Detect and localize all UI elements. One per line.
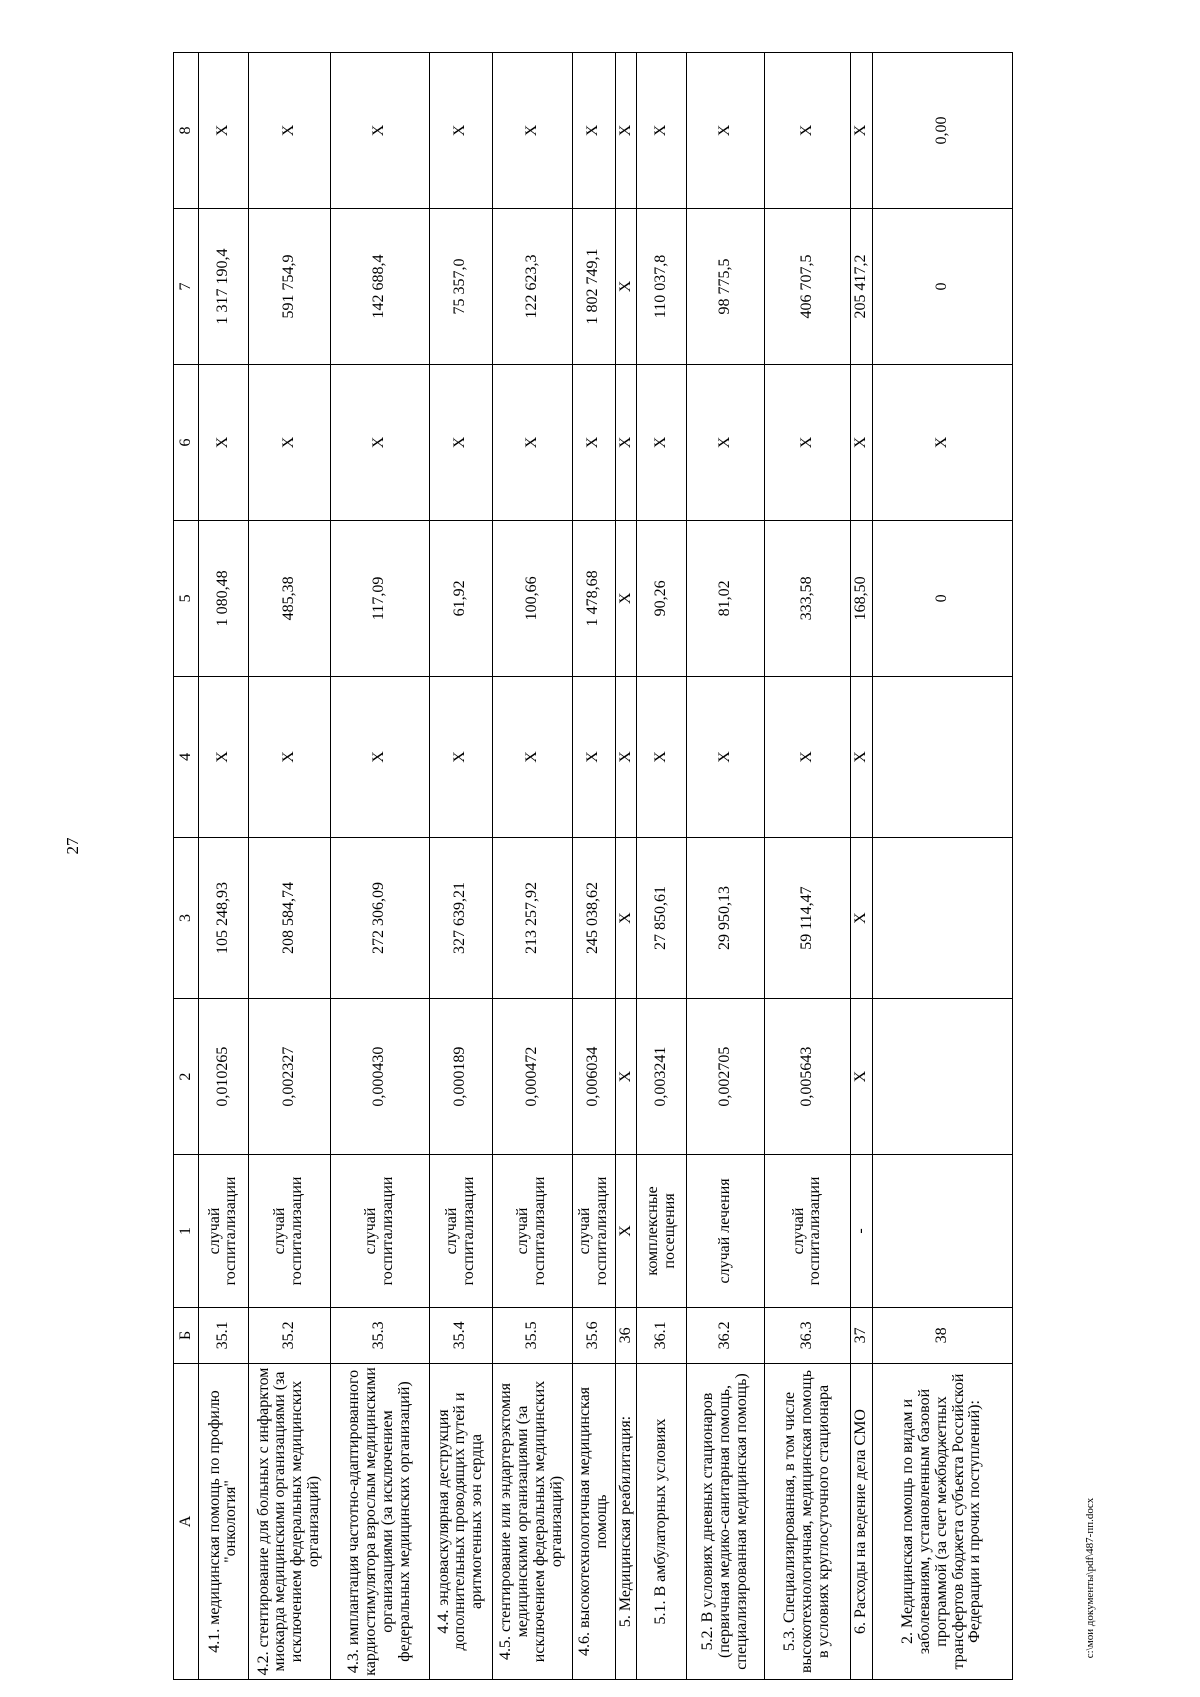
table-cell: 35.5 — [492, 1307, 572, 1363]
table-cell: 0,003241 — [637, 999, 687, 1155]
table-cell: Х — [330, 364, 429, 520]
footer-file-path: c:\мои документы\pdf\487-пп.docx — [1084, 1497, 1096, 1659]
table-cell: 4.3. имплантация частотно-адаптированного кардиостимулятора взрослым медицинскими организациями (за исключением федеральных медицинских организаций) — [330, 1363, 429, 1679]
table-row — [572, 53, 615, 1680]
table-row — [199, 53, 249, 1680]
data-table — [173, 52, 1013, 1680]
column-header: Б — [174, 1307, 199, 1363]
column-header: 8 — [174, 53, 199, 209]
table-cell: Х — [572, 53, 615, 209]
table-cell: Х — [637, 364, 687, 520]
table-cell: 29 950,13 — [686, 837, 764, 998]
column-header: 5 — [174, 520, 199, 676]
table-row — [430, 53, 493, 1680]
table-cell: 327 639,21 — [430, 837, 493, 998]
table-body — [199, 53, 1013, 1680]
table-cell: 0,000189 — [430, 999, 493, 1155]
table-cell: Х — [615, 209, 637, 365]
table-cell: Х — [615, 364, 637, 520]
table-cell: случай госпитализации — [572, 1155, 615, 1308]
table-cell: 485,38 — [248, 520, 330, 676]
table-cell: 591 754,9 — [248, 209, 330, 365]
table-cell: 272 306,09 — [330, 837, 429, 998]
table-cell: Х — [872, 364, 1012, 520]
table-cell: Х — [492, 676, 572, 837]
table-cell: комплексные посещения — [637, 1155, 687, 1308]
table-cell: 0,005643 — [764, 999, 850, 1155]
column-header: 3 — [174, 837, 199, 998]
table-cell: 61,92 — [430, 520, 493, 676]
table-cell: 6. Расходы на ведение дела СМО — [850, 1363, 872, 1679]
table-cell: 142 688,4 — [330, 209, 429, 365]
table-cell: 59 114,47 — [764, 837, 850, 998]
table-cell: - — [850, 1155, 872, 1308]
table-cell: 75 357,0 — [430, 209, 493, 365]
table-cell: 406 707,5 — [764, 209, 850, 365]
table-cell: 37 — [850, 1307, 872, 1363]
table-cell: случай госпитализации — [330, 1155, 429, 1308]
table-cell: 36 — [615, 1307, 637, 1363]
table-cell: 205 417,2 — [850, 209, 872, 365]
table-cell: случай госпитализации — [492, 1155, 572, 1308]
table-cell: 1 317 190,4 — [199, 209, 249, 365]
table-cell: Х — [572, 364, 615, 520]
table-cell: Х — [430, 53, 493, 209]
table-cell: Х — [615, 837, 637, 998]
table-cell: Х — [850, 676, 872, 837]
table-cell: 35.6 — [572, 1307, 615, 1363]
table-cell — [872, 676, 1012, 837]
table-cell: 0 — [872, 520, 1012, 676]
table-cell: Х — [199, 53, 249, 209]
table-cell: 208 584,74 — [248, 837, 330, 998]
table-cell: Х — [686, 676, 764, 837]
column-header: 2 — [174, 999, 199, 1155]
column-header: 1 — [174, 1155, 199, 1308]
table-cell: случай госпитализации — [248, 1155, 330, 1308]
table-row — [872, 53, 1012, 1680]
table-cell: Х — [615, 999, 637, 1155]
table-cell: Х — [615, 676, 637, 837]
table-cell: Х — [248, 53, 330, 209]
table-cell: 168,50 — [850, 520, 872, 676]
table-cell: Х — [330, 53, 429, 209]
column-header: 4 — [174, 676, 199, 837]
table-cell: Х — [615, 1155, 637, 1308]
table-cell: Х — [430, 364, 493, 520]
table-cell: 0,000472 — [492, 999, 572, 1155]
table-cell: 333,58 — [764, 520, 850, 676]
table-cell: 1 802 749,1 — [572, 209, 615, 365]
table-cell: Х — [248, 676, 330, 837]
table-cell: 4.5. стентирование или эндартерэктомия медицинскими организациями (за исключением федеральных медицинских организаций) — [492, 1363, 572, 1679]
header-row — [174, 53, 199, 1680]
table-cell: Х — [615, 53, 637, 209]
table-row — [248, 53, 330, 1680]
table-cell: Х — [686, 53, 764, 209]
rotated-table-container — [173, 52, 1013, 1680]
table-cell: 0 — [872, 209, 1012, 365]
table-cell: случай лечения — [686, 1155, 764, 1308]
table-cell: Х — [850, 364, 872, 520]
table-cell: 5.1. В амбулаторных условиях — [637, 1363, 687, 1679]
table-cell: 4.4. эндоваскулярная деструкция дополнительных проводящих путей и аритмогенных зон сердца — [430, 1363, 493, 1679]
table-cell: Х — [637, 53, 687, 209]
table-cell: 100,66 — [492, 520, 572, 676]
table-cell: Х — [764, 364, 850, 520]
table-row — [637, 53, 687, 1680]
table-cell: Х — [764, 676, 850, 837]
table-cell: 4.2. стентирование для больных с инфарктом миокарда медицинскими организациями (за исключением федеральных медицинских организаций) — [248, 1363, 330, 1679]
column-header: 7 — [174, 209, 199, 365]
table-cell: Х — [492, 364, 572, 520]
table-cell: 5.3. Специализированная, в том числе высокотехнологичная, медицинская помощь в условиях круглосуточного стационара — [764, 1363, 850, 1679]
table-cell: Х — [199, 364, 249, 520]
table-cell: 117,09 — [330, 520, 429, 676]
page-number: 27 — [63, 837, 82, 855]
table-row — [686, 53, 764, 1680]
table-cell: Х — [572, 676, 615, 837]
table-cell: 90,26 — [637, 520, 687, 676]
table-cell — [872, 999, 1012, 1155]
table-cell: 36.1 — [637, 1307, 687, 1363]
table-cell: 0,002327 — [248, 999, 330, 1155]
table-cell: случай госпитализации — [430, 1155, 493, 1308]
table-cell: случай госпитализации — [764, 1155, 850, 1308]
table-cell: 213 257,92 — [492, 837, 572, 998]
table-cell: Х — [199, 676, 249, 837]
table-cell: Х — [850, 999, 872, 1155]
table-cell: 0,006034 — [572, 999, 615, 1155]
table-row — [764, 53, 850, 1680]
table-cell: 1 478,68 — [572, 520, 615, 676]
table-cell: Х — [430, 676, 493, 837]
table-row — [850, 53, 872, 1680]
table-cell: Х — [615, 520, 637, 676]
table-cell: случай госпитализации — [199, 1155, 249, 1308]
table-cell: 2. Медицинская помощь по видам и заболеваниям, установленным базовой программой (за счет межбюджетных трансфертов бюджета субъекта Российской Федерации и прочих поступлений): — [872, 1363, 1012, 1679]
table-cell: 0,000430 — [330, 999, 429, 1155]
table-cell: Х — [850, 53, 872, 209]
table-cell: Х — [686, 364, 764, 520]
table-cell: Х — [764, 53, 850, 209]
table-cell: 5.2. В условиях дневных стационаров (первичная медико-санитарная помощь, специализированная медицинская помощь) — [686, 1363, 764, 1679]
table-cell: 122 623,3 — [492, 209, 572, 365]
column-header: А — [174, 1363, 199, 1679]
column-header: 6 — [174, 364, 199, 520]
table-cell: Х — [330, 676, 429, 837]
table-cell: 36.3 — [764, 1307, 850, 1363]
table-cell: 110 037,8 — [637, 209, 687, 365]
table-cell: 27 850,61 — [637, 837, 687, 998]
table-cell: 81,02 — [686, 520, 764, 676]
table-cell: Х — [248, 364, 330, 520]
table-cell: 0,00 — [872, 53, 1012, 209]
table-row — [330, 53, 429, 1680]
table-cell: 4.1. медицинская помощь по профилю "онкология" — [199, 1363, 249, 1679]
table-cell — [872, 1155, 1012, 1308]
table-row — [615, 53, 637, 1680]
table-cell: Х — [492, 53, 572, 209]
table-cell: 5. Медицинская реабилитация: — [615, 1363, 637, 1679]
table-cell: 35.1 — [199, 1307, 249, 1363]
table-cell: 35.4 — [430, 1307, 493, 1363]
table-cell: 0,002705 — [686, 999, 764, 1155]
table-cell: 1 080,48 — [199, 520, 249, 676]
table-cell: 35.2 — [248, 1307, 330, 1363]
table-cell: Х — [637, 676, 687, 837]
table-row — [492, 53, 572, 1680]
table-cell: 0,010265 — [199, 999, 249, 1155]
table-cell: 105 248,93 — [199, 837, 249, 998]
table-cell — [872, 837, 1012, 998]
table-cell: 38 — [872, 1307, 1012, 1363]
table-cell: 35.3 — [330, 1307, 429, 1363]
table-cell: Х — [850, 837, 872, 998]
table-cell: 245 038,62 — [572, 837, 615, 998]
table-cell: 4.6. высокотехнологичная медицинская помощь — [572, 1363, 615, 1679]
table-cell: 36.2 — [686, 1307, 764, 1363]
table-cell: 98 775,5 — [686, 209, 764, 365]
